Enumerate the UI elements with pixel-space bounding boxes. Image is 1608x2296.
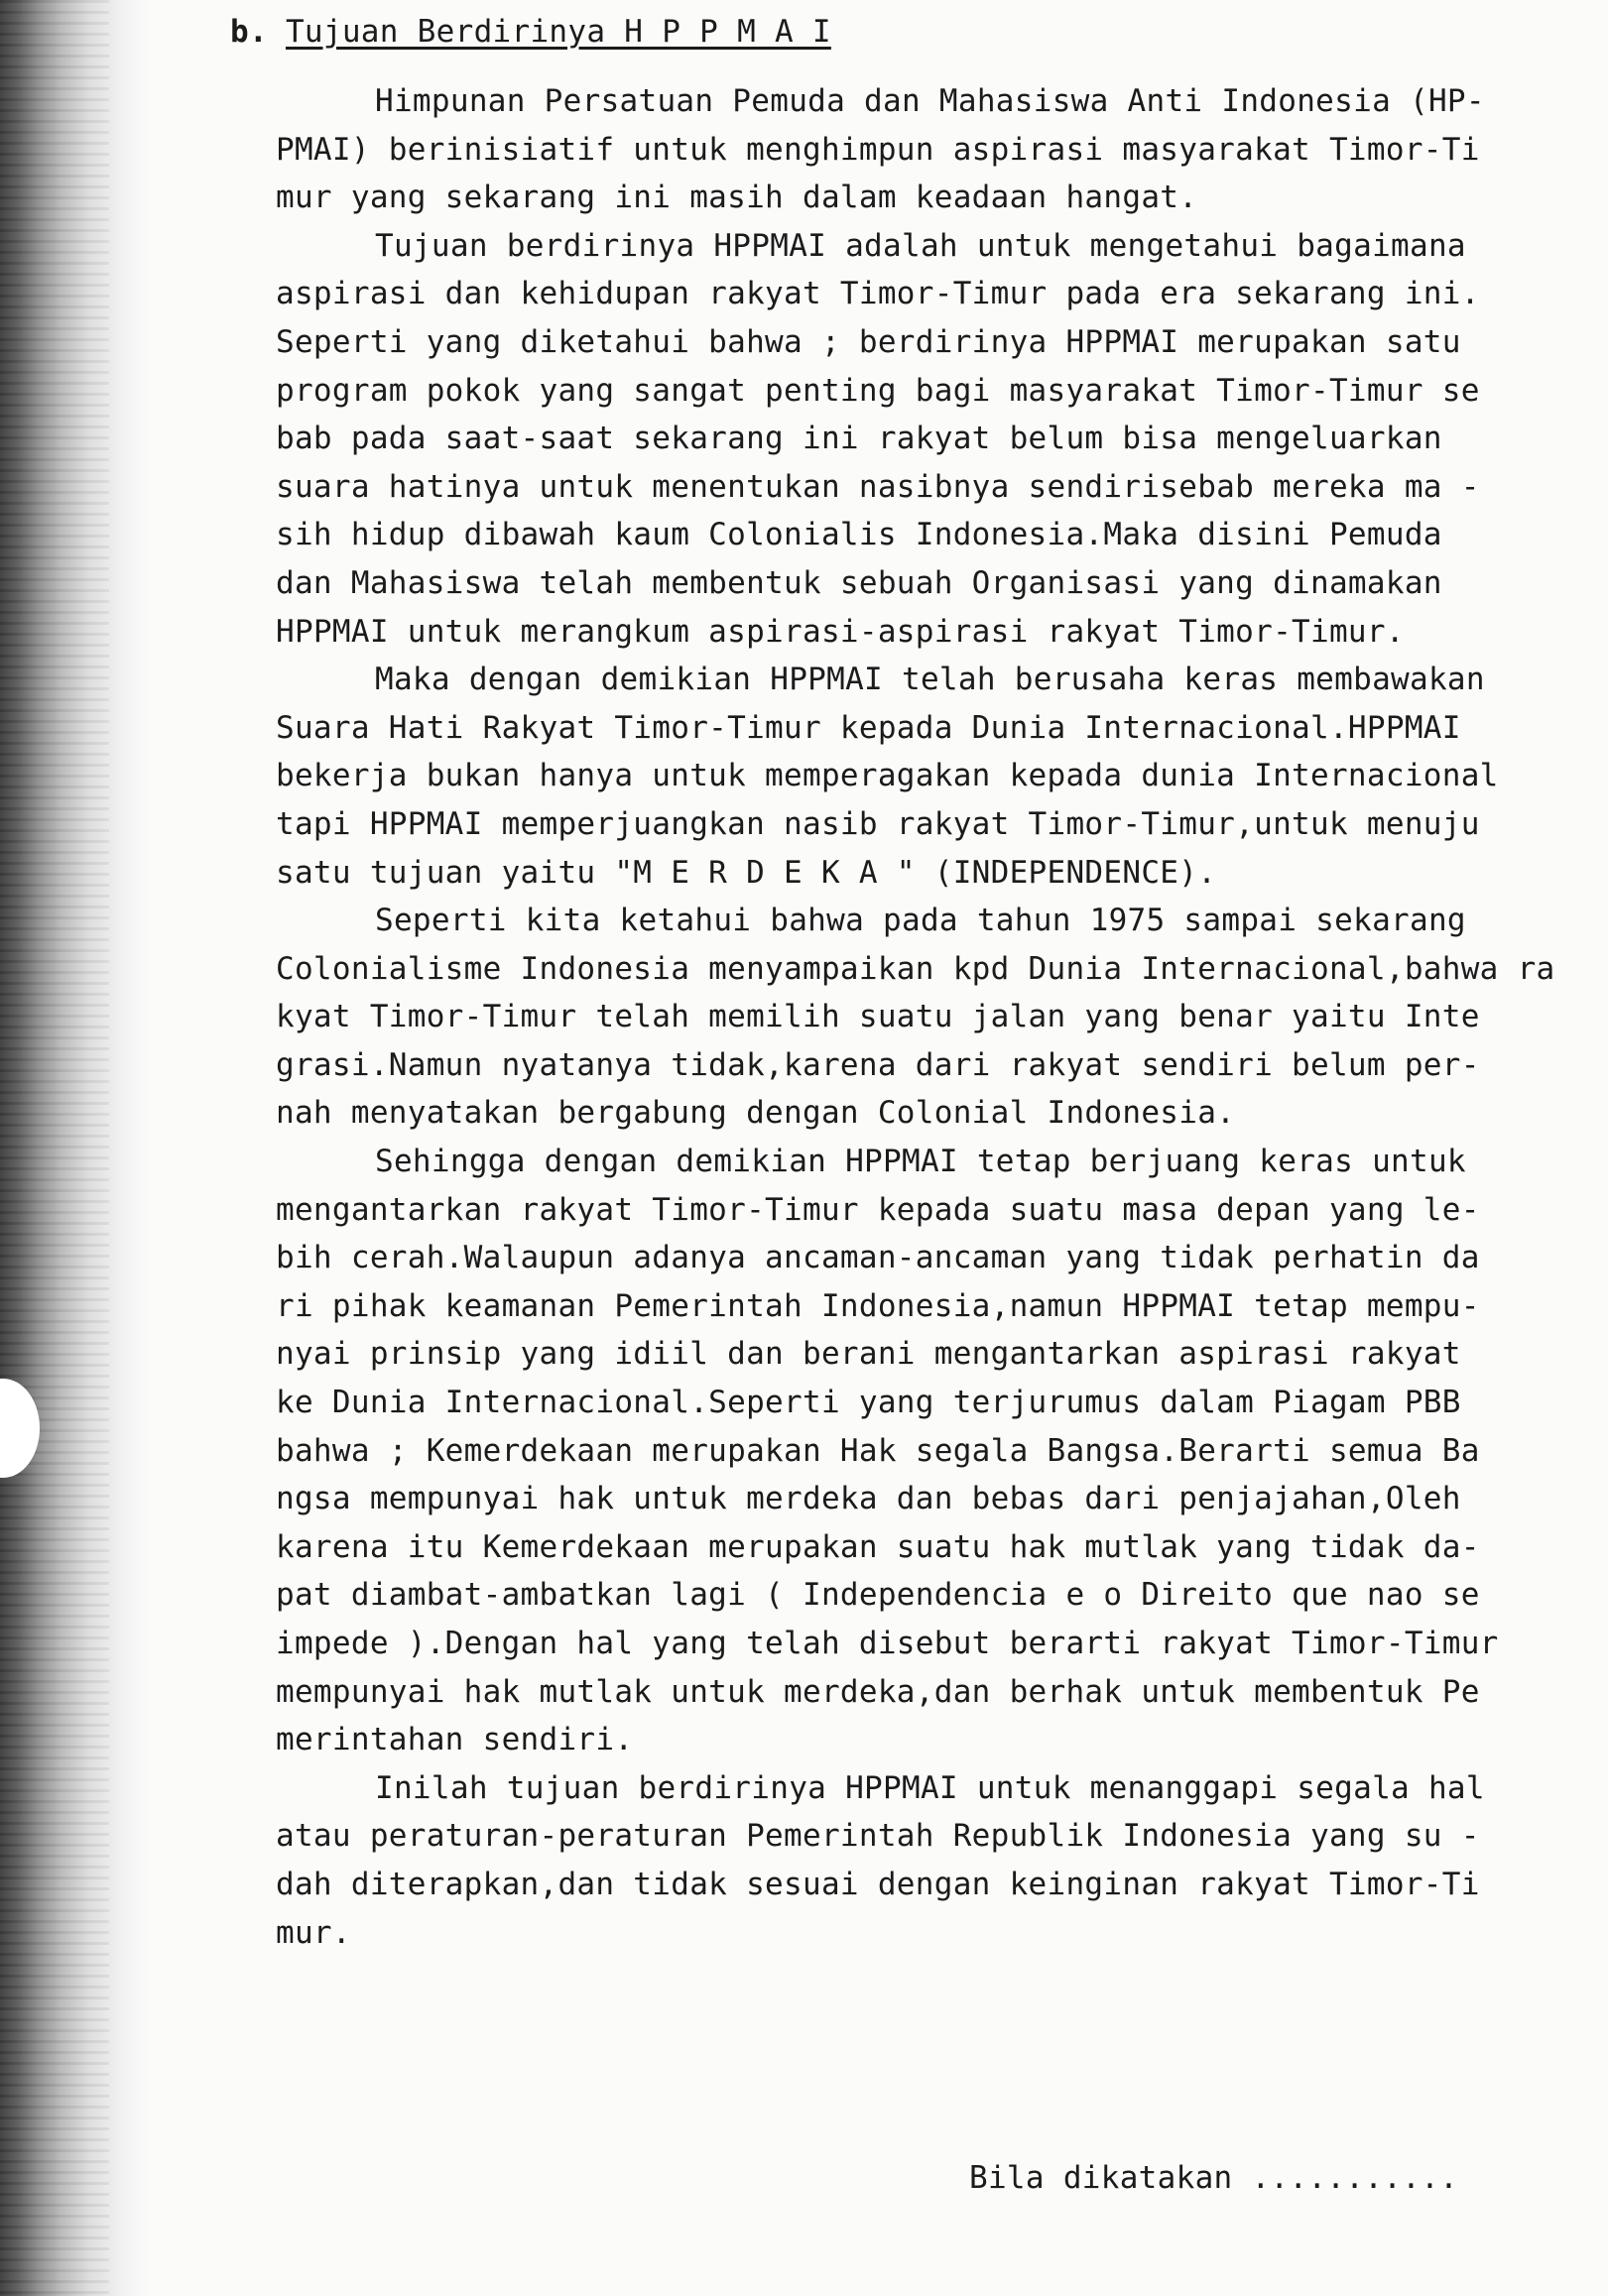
body-line: satu tujuan yaitu "M E R D E K A " (INDEPENDENCE). [276,854,1217,891]
body-line: suara hatinya untuk menentukan nasibnya sendirisebab mereka ma - [276,468,1480,505]
body-line: merintahan sendiri. [276,1722,634,1758]
body-line: mur. [276,1914,351,1951]
body-line: dan Mahasiswa telah membentuk sebuah Organisasi yang dinamakan [276,564,1442,601]
body-line: pat diambat-ambatkan lagi ( Independencia e o Direito que nao se [276,1577,1480,1614]
continuation-footer: Bila dikatakan ........... [969,2160,1459,2196]
body-line: kyat Timor-Timur telah memilih suatu jalan yang benar yaitu Inte [276,999,1480,1035]
body-line: bih cerah.Walaupun adanya ancaman-ancaman yang tidak perhatin da [276,1240,1480,1276]
body-line: HPPMAI untuk merangkum aspirasi-aspirasi rakyat Timor-Timur. [276,613,1405,650]
body-line: mengantarkan rakyat Timor-Timur kepada suatu masa depan yang le- [276,1191,1480,1228]
body-line: impede ).Dengan hal yang telah disebut berarti rakyat Timor-Timur [276,1626,1499,1661]
body-line: grasi.Namun nyatanya tidak,karena dari rakyat sendiri belum per- [276,1046,1480,1083]
body-line: ngsa mempunyai hak untuk merdeka dan bebas dari penjajahan,Oleh [276,1481,1461,1517]
body-line: sih hidup dibawah kaum Colonialis Indonesia.Maka disini Pemuda [276,517,1442,553]
body-line: mur yang sekarang ini masih dalam keadaan hangat. [276,180,1198,216]
section-title: Tujuan Berdirinya H P P M A I [285,14,831,50]
body-line: Seperti kita ketahui bahwa pada tahun 1975 sampai sekarang [375,903,1466,939]
body-line: aspirasi dan kehidupan rakyat Timor-Timur pada era sekarang ini. [276,276,1480,312]
body-line: bab pada saat-saat sekarang ini rakyat belum bisa mengeluarkan [276,421,1442,457]
body-line: Maka dengan demikian HPPMAI telah berusaha keras membawakan [375,662,1485,698]
body-text [276,77,1565,1957]
body-line: Himpunan Persatuan Pemuda dan Mahasiswa Anti Indonesia (HP- [375,83,1485,119]
body-line: Colonialisme Indonesia menyampaikan kpd Dunia Internacional,bahwa ra [276,950,1555,987]
body-line: Seperti yang diketahui bahwa ; berdirinya HPPMAI merupakan satu [276,323,1461,360]
body-line: Inilah tujuan berdirinya HPPMAI untuk menanggapi segala hal [375,1769,1485,1806]
body-line: Suara Hati Rakyat Timor-Timur kepada Dunia Internacional.HPPMAI [276,709,1461,746]
body-line: PMAI) berinisiatif untuk menghimpun aspirasi masyarakat Timor-Ti [276,131,1480,168]
body-line: ri pihak keamanan Pemerintah Indonesia,namun HPPMAI tetap mempu- [276,1287,1480,1324]
body-line: ke Dunia Internacional.Seperti yang terjurumus dalam Piagam PBB [276,1385,1461,1421]
body-line: nyai prinsip yang idiil dan berani mengantarkan aspirasi rakyat [276,1336,1461,1373]
body-line: tapi HPPMAI memperjuangkan nasib rakyat Timor-Timur,untuk menuju [276,805,1480,842]
body-line: bekerja bukan hanya untuk memperagakan kepada dunia Internacional [276,758,1499,794]
section-marker: b. [230,14,268,50]
section-heading [230,14,831,50]
body-line: atau peraturan-peraturan Pemerintah Republik Indonesia yang su - [276,1818,1480,1855]
body-line: bahwa ; Kemerdekaan merupakan Hak segala Bangsa.Berarti semua Ba [276,1432,1480,1469]
body-line: program pokok yang sangat penting bagi masyarakat Timor-Timur se [276,372,1480,409]
body-line: Tujuan berdirinya HPPMAI adalah untuk mengetahui bagaimana [375,227,1466,264]
body-line: mempunyai hak mutlak untuk merdeka,dan berhak untuk membentuk Pe [276,1673,1480,1710]
body-line: karena itu Kemerdekaan merupakan suatu hak mutlak yang tidak da- [276,1528,1480,1565]
body-line: nah menyatakan bergabung dengan Colonial Indonesia. [276,1095,1236,1132]
binding-streaks [0,0,109,2296]
body-line: dah diterapkan,dan tidak sesuai dengan keinginan rakyat Timor-Ti [276,1866,1480,1902]
body-line: Sehingga dengan demikian HPPMAI tetap berjuang keras untuk [375,1144,1466,1180]
